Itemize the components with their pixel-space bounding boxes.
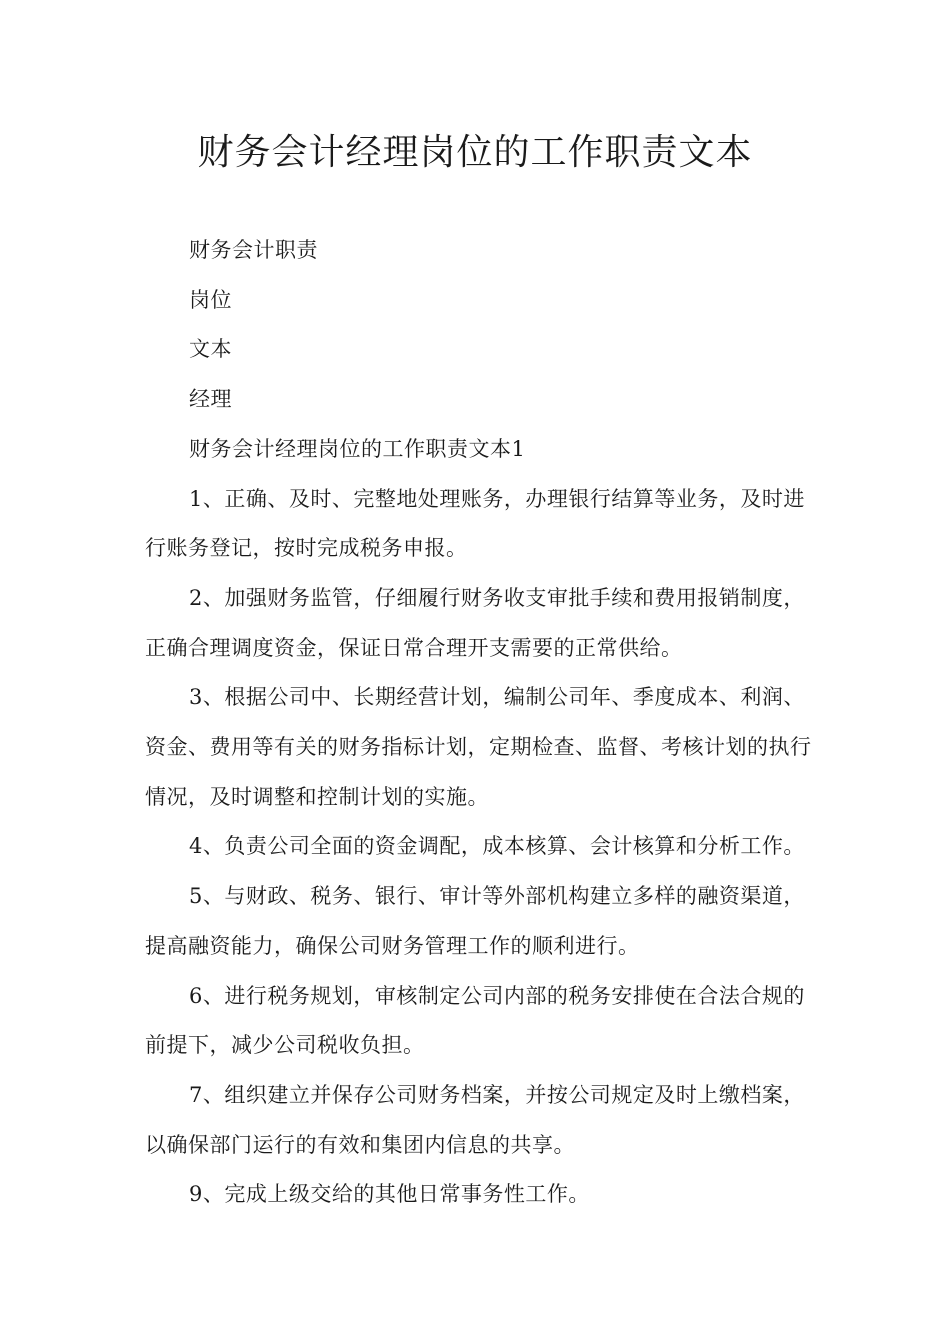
duty-item-6: 6、进行税务规划，审核制定公司内部的税务安排使在合法合规的前提下，减少公司税收负担。 bbox=[145, 983, 805, 1058]
duty-item-4: 4、负责公司全面的资金调配，成本核算、会计核算和分析工作。 bbox=[189, 834, 805, 859]
document-title: 财务会计经理岗位的工作职责文本 bbox=[197, 132, 753, 173]
duty-item-7: 7、组织建立并保存公司财务档案，并按公司规定及时上缴档案，以确保部门运行的有效和集团内信息的共享。 bbox=[145, 1082, 805, 1157]
keyword-line: 经理 bbox=[189, 387, 232, 412]
duty-item-3: 3、根据公司中、长期经营计划，编制公司年、季度成本、利润、资金、费用等有关的财务指标计划，定期检查、监督、考核计划的执行情况，及时调整和控制计划的实施。 bbox=[145, 685, 812, 809]
document-body bbox=[145, 226, 825, 1220]
keyword-line: 文本 bbox=[189, 337, 232, 362]
duty-item-9: 9、完成上级交给的其他日常事务性工作。 bbox=[189, 1182, 590, 1207]
keyword-line: 岗位 bbox=[189, 287, 232, 312]
duty-item-1: 1、正确、及时、完整地处理账务，办理银行结算等业务，及时进行账务登记，按时完成税务申报。 bbox=[145, 486, 805, 561]
section-subtitle: 财务会计经理岗位的工作职责文本1 bbox=[189, 436, 526, 461]
duty-item-2: 2、加强财务监管，仔细履行财务收支审批手续和费用报销制度，正确合理调度资金，保证日常合理开支需要的正常供给。 bbox=[145, 585, 805, 660]
duty-item-5: 5、与财政、税务、银行、审计等外部机构建立多样的融资渠道，提高融资能力，确保公司财务管理工作的顺利进行。 bbox=[145, 884, 805, 958]
keyword-line: 财务会计职责 bbox=[189, 238, 318, 262]
